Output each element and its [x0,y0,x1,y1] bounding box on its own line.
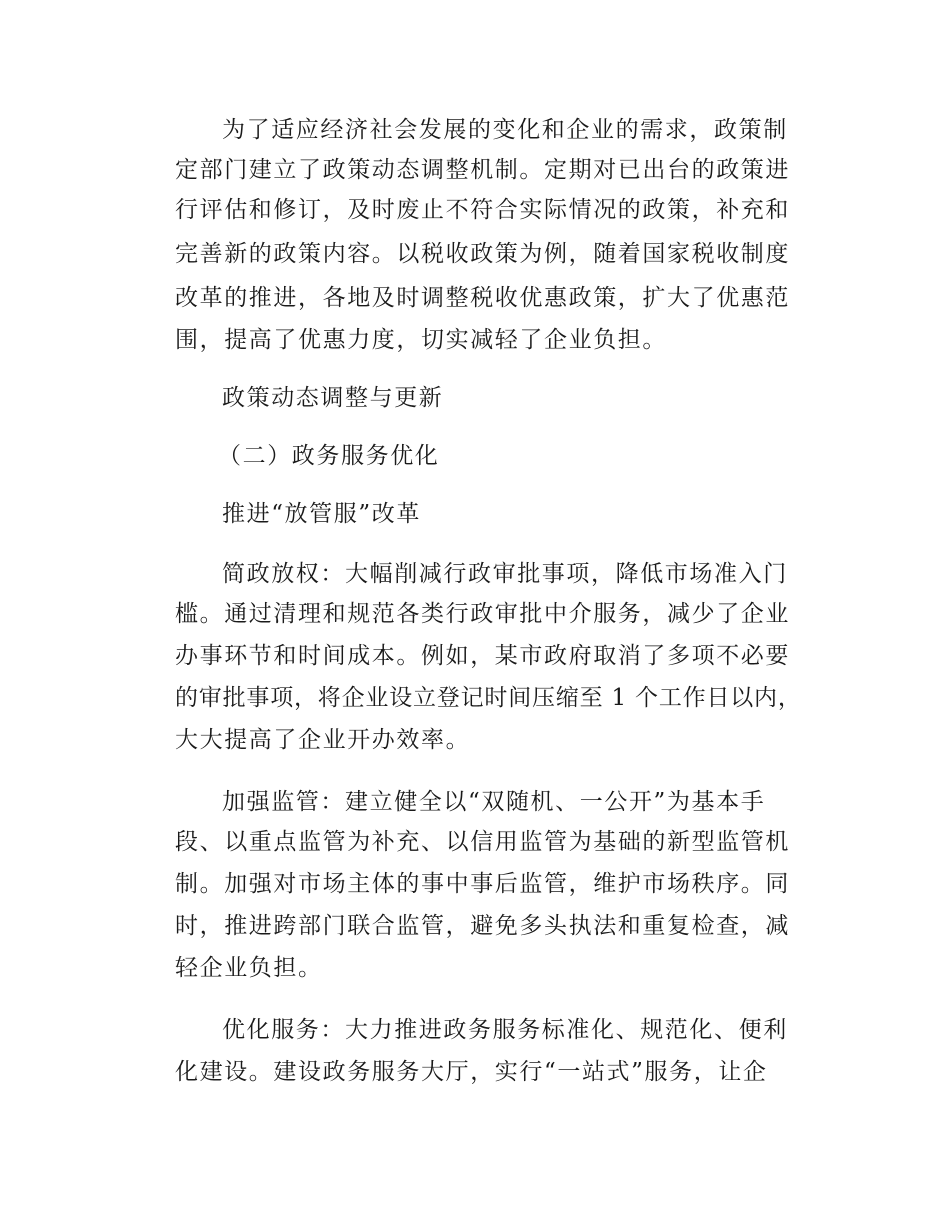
paragraph-3-line-2: 段、以重点监管为补充、以信用监管为基础的新型监管机 [175,829,790,855]
paragraph-4-line-1: 优化服务：大力推进政务服务标准化、规范化、便利 [222,1017,788,1043]
paragraph-1-line-6: 围，提高了优惠力度，切实减轻了企业负担。 [175,327,667,353]
paragraph-3-line-4: 时，推进跨部门联合监管，避免多头执法和重复检查，减 [175,913,790,939]
paragraph-3-line-1: 加强监管：建立健全以“双随机、一公开”为基本手 [222,789,766,815]
paragraph-1-line-2: 定部门建立了政策动态调整机制。定期对已出台的政策进 [175,157,790,183]
paragraph-2-line-1: 简政放权：大幅削减行政审批事项，降低市场准入门 [222,561,788,587]
paragraph-4-line-2: 化建设。建设政务服务大厅，实行“一站式”服务，让企 [175,1059,768,1085]
paragraph-2-line-2: 槛。通过清理和规范各类行政审批中介服务，减少了企业 [175,601,790,627]
section-heading-policy-adjustment: 政策动态调整与更新 [222,385,444,411]
paragraph-1-line-1: 为了适应经济社会发展的变化和企业的需求，政策制 [222,117,788,143]
paragraph-1-line-3: 行评估和修订，及时废止不符合实际情况的政策，补充和 [175,197,790,223]
paragraph-1-line-5: 改革的推进，各地及时调整税收优惠政策，扩大了优惠范 [175,285,790,311]
paragraph-2-line-3: 办事环节和时间成本。例如，某市政府取消了多项不必要 [175,643,790,669]
paragraph-3-line-5: 轻企业负担。 [175,955,323,981]
section-heading-government-services: （二）政务服务优化 [218,443,440,469]
paragraph-3-line-3: 制。加强对市场主体的事中事后监管，维护市场秩序。同 [175,871,790,897]
section-heading-reform: 推进“放管服”改革 [222,501,421,527]
paragraph-1-line-4: 完善新的政策内容。以税收政策为例，随着国家税收制度 [175,241,790,267]
paragraph-2-line-4: 的审批事项，将企业设立登记时间压缩至 1 个工作日以内， [175,685,802,711]
paragraph-2-line-5: 大大提高了企业开办效率。 [175,727,471,753]
